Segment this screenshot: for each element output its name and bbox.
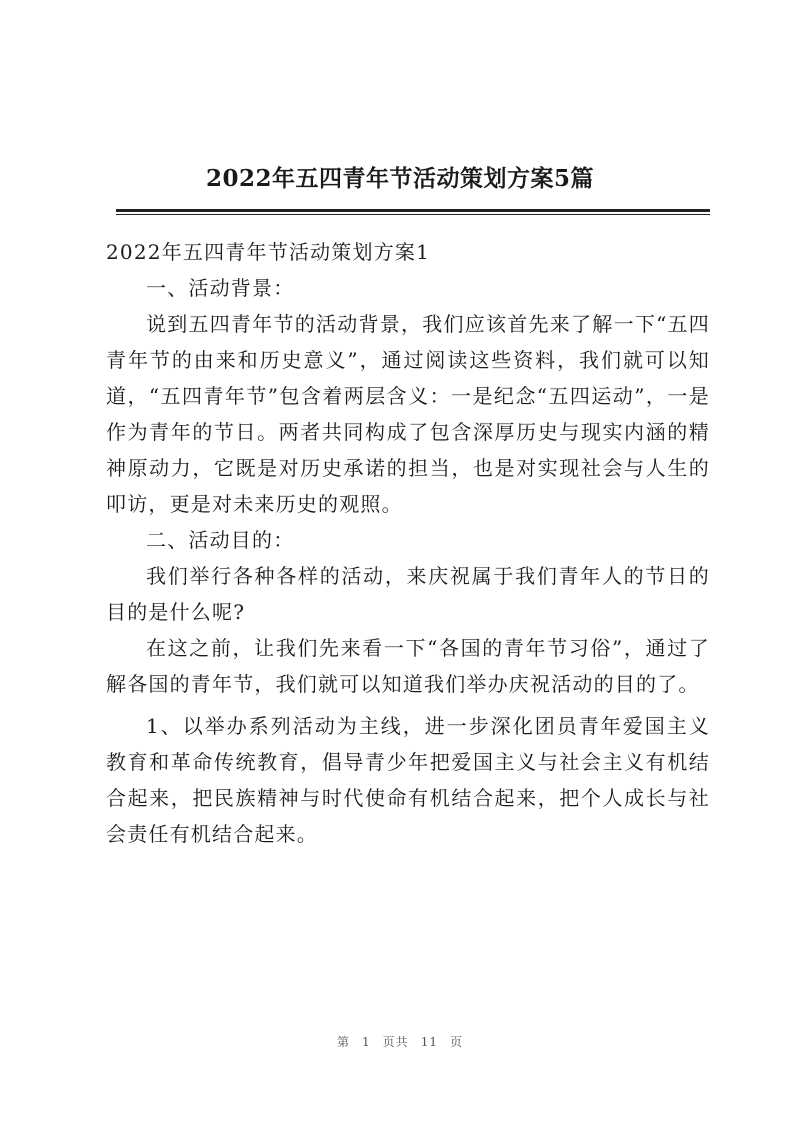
footer-prefix: 第	[337, 1035, 351, 1049]
title-rule-thick	[116, 209, 710, 212]
heading-purpose: 二、活动目的：	[146, 528, 295, 552]
paragraph-customs: 在这之前，让我们先来看一下“各国的青年节习俗”，通过了解各国的青年节，我们就可以知道我们举办庆祝活动的目的了。	[106, 636, 710, 696]
paragraph-item-1: 1、以举办系列活动为主线，进一步深化团员青年爱国主义教育和革命传统教育，倡导青少年把爱国主义与社会主义有机结合起来，把民族精神与时代使命有机结合起来，把个人成长与社会责任有机结合起来。	[106, 714, 710, 846]
page-footer	[0, 1033, 800, 1050]
paragraph-purpose-question: 我们举行各种各样的活动，来庆祝属于我们青年人的节日的目的是什么呢?	[106, 564, 710, 624]
footer-page-number: 1	[362, 1035, 371, 1049]
footer-suffix: 页	[449, 1035, 463, 1049]
title-rule-thin	[116, 214, 710, 215]
document-title: 2022年五四青年节活动策划方案5篇	[205, 165, 595, 192]
document-body	[106, 234, 710, 852]
footer-middle: 页共	[382, 1035, 409, 1049]
section-title: 2022年五四青年节活动策划方案1	[106, 240, 431, 264]
footer-total-pages: 11	[420, 1035, 438, 1049]
heading-background: 一、活动背景：	[146, 276, 295, 300]
paragraph-background: 说到五四青年节的活动背景，我们应该首先来了解一下“五四青年节的由来和历史意义”，通过阅读这些资料，我们就可以知道，“五四青年节”包含着两层含义：一是纪念“五四运动”，一是作为青年的节日。两者共同构成了包含深厚历史与现实内涵的精神原动力，它既是对历史承诺的担当，也是对实现社会与人生的叩访，更是对未来历史的观照。	[106, 312, 710, 516]
